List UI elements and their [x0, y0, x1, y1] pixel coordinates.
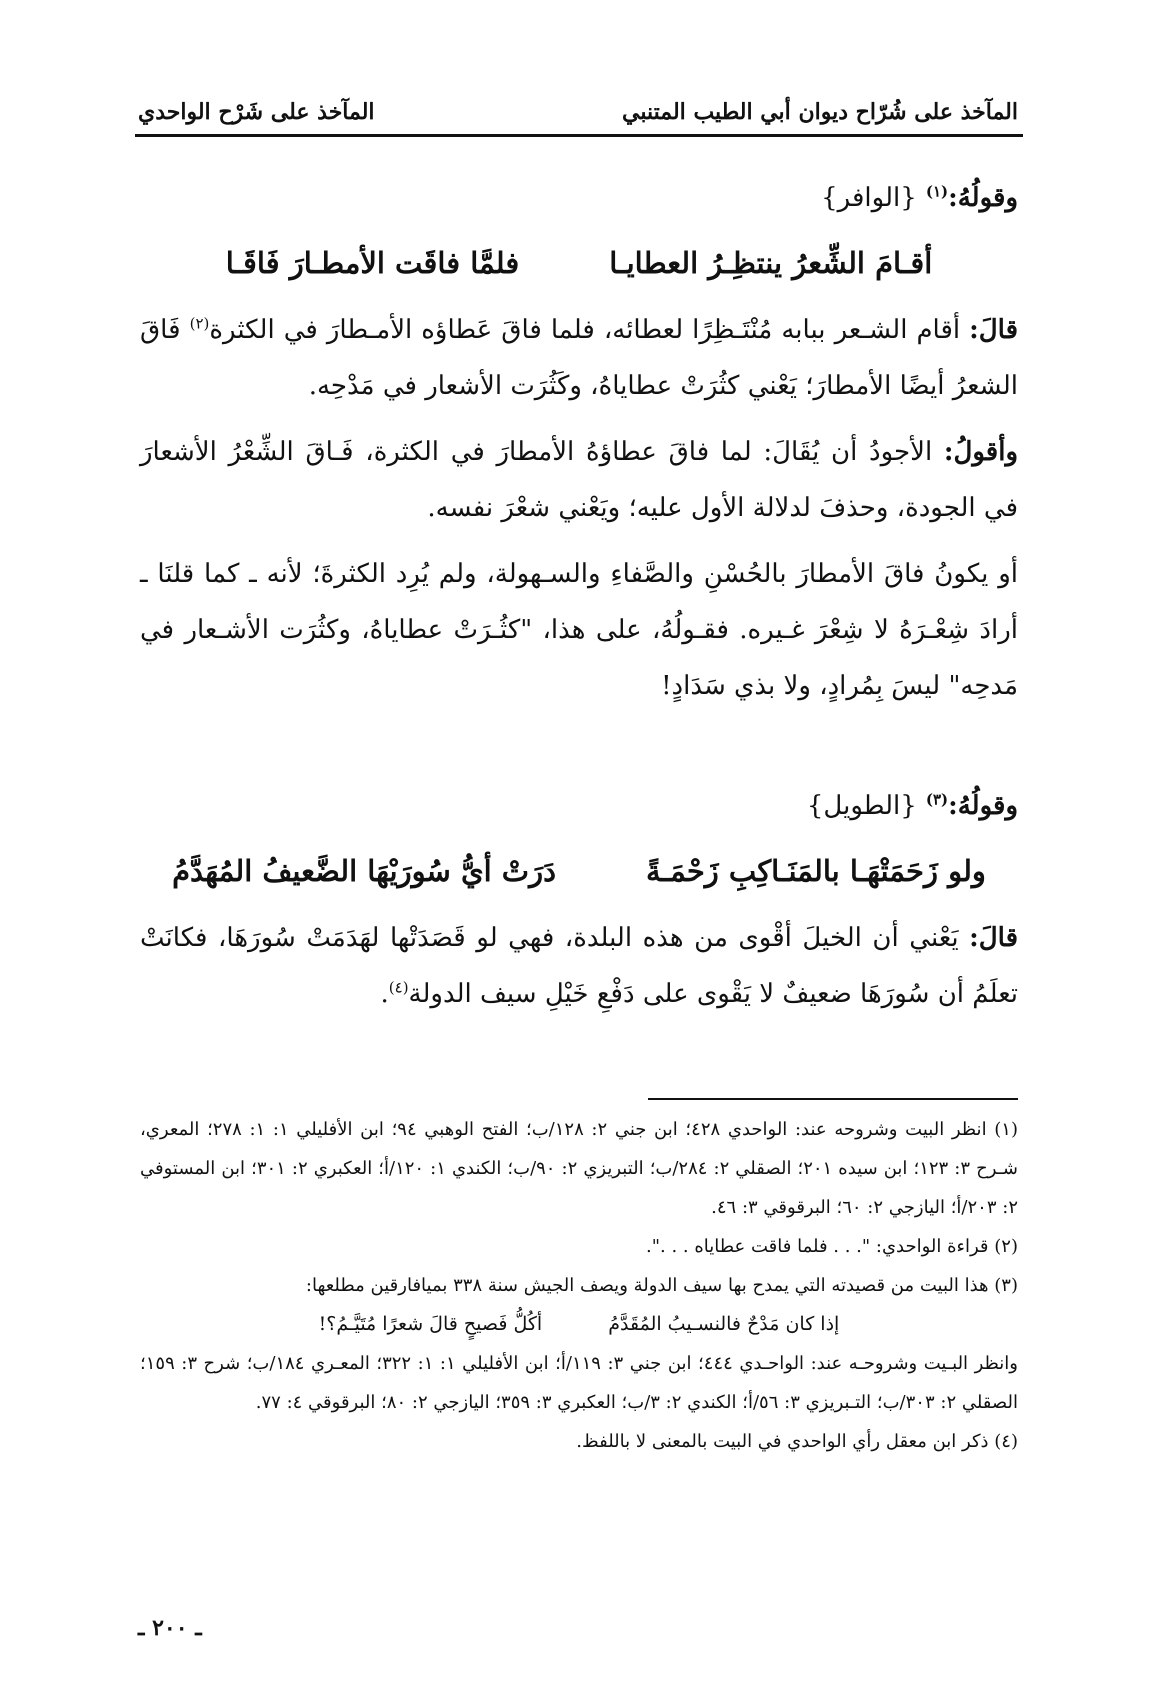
para-lead: قالَ: — [969, 315, 1019, 345]
verse-1 — [140, 232, 1018, 294]
footnotes — [140, 1110, 1018, 1461]
para-text: أقام الشـعر ببابه مُنْتَـظِرًا لعطائه، فلما فاقَ عَطاؤه الأمـطارَ في الكثرة — [209, 315, 961, 345]
verse-intro-2 — [140, 778, 1018, 834]
running-header — [138, 92, 1018, 132]
para-end: . — [380, 979, 389, 1009]
main-text — [140, 170, 1018, 1032]
header-chapter-title: المآخذ على شَرْح الواحدي — [138, 99, 375, 125]
author-paragraph-continued — [140, 546, 1018, 714]
footnote-4: (٤) ذكر ابن معقل رأي الواحدي في البيت بالمعنى لا باللفظ. — [576, 1431, 1018, 1452]
footnote-ref-3[interactable]: (٣) — [925, 790, 949, 809]
para-lead: قالَ: — [969, 923, 1019, 953]
footnote-ref-4[interactable]: (٤) — [388, 978, 409, 997]
para-text: الأجودُ أن يُقَالَ: لما فاقَ عطاؤهُ الأمطارَ في الكثرة، فَـاقَ الشِّعْرُ الأشعارَ في الجودة، وحذفَ لدلالة الأول عليه؛ ويَعْني شعْرَ نفسه. — [140, 437, 1018, 523]
footnote-rule — [648, 1098, 1018, 1100]
para-text: فَاقَ الشعرُ أيضًا الأمطارَ؛ يَعْني كثُرَتْ عطاياهُ، وكَثُرَت الأشعار في مَدْحِه. — [140, 315, 1018, 401]
verse-hemistich-first: أقـامَ الشِّعرُ ينتظِـرُ العطايـا — [609, 246, 933, 280]
meter-name: {الوافر} — [821, 183, 917, 213]
footnote-1: (١) انظر البيت وشروحه عند: الواحدي ٤٢٨؛ ابن جني ٢: ١٢٨/ب؛ الفتح الوهبي ٩٤؛ ابن الأفليلي ١: ١: ٢٧٨؛ المعري، شـرح ٣: ١٢٣؛ ابن سيده ٢٠١؛ الصقلي ٢: ٢٨٤/ب؛ التبريزي ٢: ٩٠/ب؛ الكندي ١: ١٢٠/أ؛ العكبري ٢: ٣٠١؛ ابن المستوفي ٢: ٢٠٣/أ؛ اليازجي ٢: ٦٠؛ البرقوقي ٣: ٤٦. — [140, 1119, 1018, 1218]
meter-name: {الطويل} — [806, 791, 917, 821]
intro-label: وقولُهُ: — [948, 791, 1018, 821]
verse-hemistich-second: دَرَتْ أيُّ سُورَيْهَا الضَّعيفُ المُهَدَّمُ — [172, 854, 557, 888]
footnote-verse-first: إذا كان مَدْحٌ فالنسـيبُ المُقَدَّمُ — [608, 1313, 840, 1335]
commentary-paragraph — [140, 302, 1018, 414]
section-gap — [140, 724, 1018, 778]
footnote-ref-2[interactable]: (٢) — [189, 314, 210, 333]
verse-hemistich-second: فلمَّا فاقَت الأمطـارَ فَاقَـا — [225, 246, 520, 280]
page-number: ـ ٢٠٠ ـ — [138, 1615, 202, 1641]
header-rule — [135, 134, 1023, 137]
para-text: أو يكونُ فاقَ الأمطارَ بالحُسْنِ والصَّفاءِ والسـهولة، ولم يُرِد الكثرةَ؛ لأنه ـ كما قلنَا ـ أرادَ شِعْـرَهُ لا شِعْرَ غـيره. فقـولُهُ، على هذا، "كثُـرَتْ عطاياهُ، وكثُرَت الأشـعار في مَدحِه" ليسَ بِمُرادٍ، ولا بذي سَدَادٍ! — [140, 559, 1018, 701]
author-paragraph — [140, 424, 1018, 536]
verse-hemistich-first: ولو زَحَمَتْهَـا بالمَنَـاكِبِ زَحْمَـةً — [646, 854, 986, 888]
intro-label: وقولُهُ: — [948, 183, 1018, 213]
para-text: يَعْني أن الخيلَ أقْوى من هذه البلدة، فهي لو قَصَدَتْها لهَدَمَتْ سُورَهَا، فكانَتْ تعلَمُ أن سُورَهَا ضعيفٌ لا يَقْوى على دَفْعِ خَيْلِ سيف الدولة — [140, 923, 1018, 1009]
footnote-3-continued: وانظر البـيت وشروحـه عند: الواحـدي ٤٤٤؛ ابن جني ٣: ١١٩/أ؛ ابن الأفليلي ١: ١: ٣٢٢؛ المعـري ١٨٤/ب؛ شرح ٣: ١٥٩؛ الصقلي ٢: ٣٠٣/ب؛ التـبريزي ٣: ٥٦/أ؛ الكندي ٢: ٣/ب؛ العكبري ٣: ٣٥٩؛ اليازجي ٢: ٨٠؛ البرقوقي ٤: ٧٧. — [140, 1353, 1018, 1413]
footnote-ref-1[interactable]: (١) — [925, 182, 949, 201]
verse-2 — [140, 840, 1018, 902]
footnote-3-verse — [140, 1305, 1018, 1344]
header-book-title: المآخذ على شُرّاح ديوان أبي الطيب المتنبي — [622, 99, 1018, 125]
footnote-3: (٣) هذا البيت من قصيدته التي يمدح بها سيف الدولة ويصف الجيش سنة ٣٣٨ بميافارقين مطلعها: — [305, 1275, 1018, 1296]
commentary-paragraph — [140, 910, 1018, 1022]
footnote-2: (٢) قراءة الواحدي: ". . . فلما فاقت عطاياه . . .". — [646, 1236, 1018, 1257]
footnote-verse-second: أكُلُّ فَصيحٍ قالَ شعرًا مُتَيَّـمُ؟! — [318, 1313, 543, 1335]
verse-intro-1 — [140, 170, 1018, 226]
para-lead: وأقولُ: — [943, 437, 1019, 467]
